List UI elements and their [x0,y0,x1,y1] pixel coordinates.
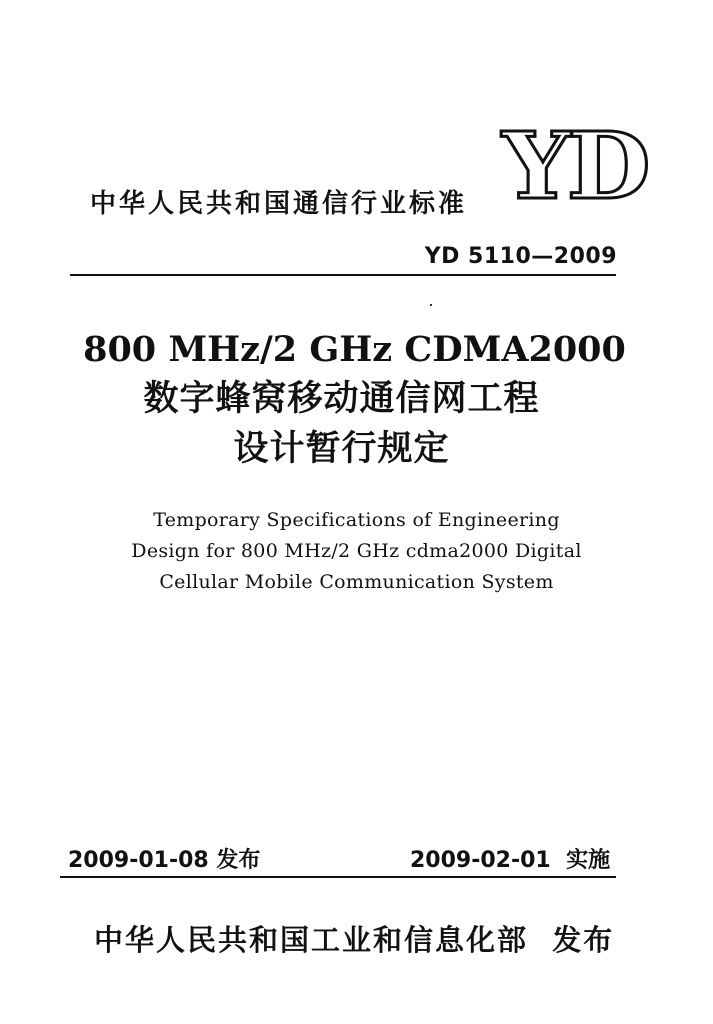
subtitle-line-2: Design for 800 MHz/2 GHz cdma2000 Digital [131,540,582,562]
implementation-date-line [410,843,610,874]
issue-date-line [68,843,260,874]
top-divider [70,274,616,276]
publisher-name: 中华人民共和国工业和信息化部 [94,923,529,957]
subtitle-line-1: Temporary Specifications of Engineering [153,509,560,531]
subtitle-line-3: Cellular Mobile Communication System [159,571,554,593]
implementation-date: 2009-02-01 [410,848,551,873]
bottom-divider [60,876,616,878]
issue-date: 2009-01-08 [68,848,209,873]
title-line-3: 设计暂行规定 [233,428,450,469]
implementation-label: 实施 [566,848,611,873]
title-line-2: 数字蜂窝移动通信网工程 [143,378,540,419]
publish-label: 发布 [552,923,615,957]
standard-number: YD 5110—2009 [424,244,617,269]
yd-logo: YD [502,112,647,220]
standard-type-heading: 中华人民共和国通信行业标准 [90,189,468,219]
english-subtitle [0,505,713,598]
scan-dot [430,304,432,306]
title-line-1: 800 MHz/2 GHz CDMA2000 [83,329,626,370]
publisher-line [94,918,614,959]
issue-label: 发布 [216,848,261,873]
document-title [0,326,713,474]
